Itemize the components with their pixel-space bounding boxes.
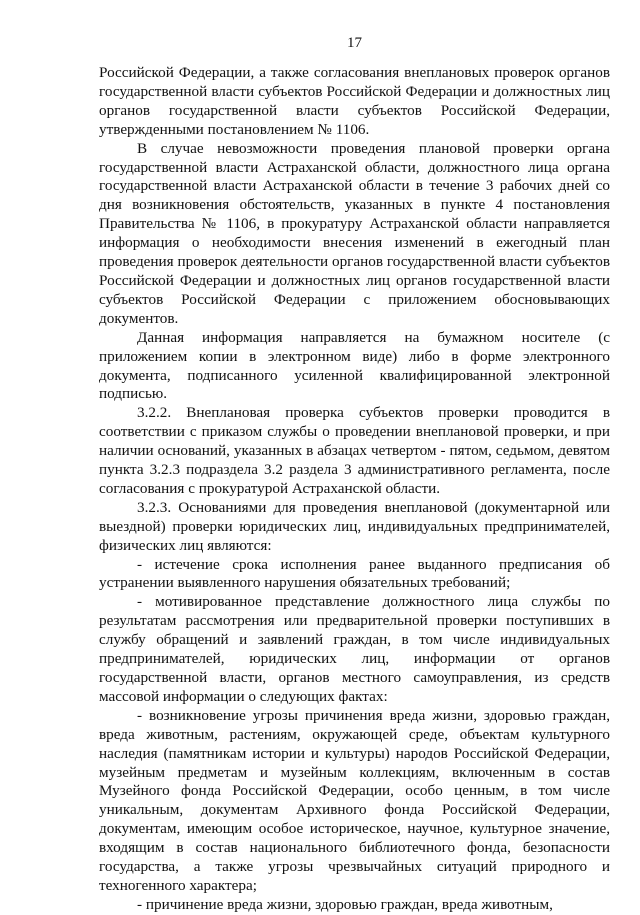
- list-item-harm: - причинение вреда жизни, здоровью граждан, вреда животным,: [137, 895, 553, 913]
- paragraph-3: Данная информация направляется на бумажном носителе (с приложением копии в электронном виде) либо в форме электронного документа, подписанного усиленной квалифицированной электронной подписью.: [99, 328, 610, 403]
- paragraph-2: В случае невозможности проведения плановой проверки органа государственной власти Астраханской области, должностного лица органа государственной власти Астраханской области в течение 3 рабочих дней со дня возникновения обстоятельств, указанных в пункте 4 постановления Правительства № 1106, в прокуратуру Астраханской области направляется информация о необходимости внесения изменений в ежегодный план проведения проверок деятельности органов государственной власти субъектов Российской Федерации и должностных лиц органов государственной власти субъектов Российской Федерации с приложением обосновывающих документов.: [99, 139, 610, 327]
- document-page: [99, 34, 610, 915]
- page-number: 17: [347, 35, 362, 51]
- list-item-motivated-submission: - мотивированное представление должностного лица службы по результатам рассмотрения или предварительной проверки поступивших в службу обращений и заявлений граждан, в том числе индивидуальных предпринимателей, юридических лиц, информации от органов государственной власти, органов местного самоуправления, из средств массовой информации о следующих фактах:: [99, 593, 610, 705]
- list-item-expiry: - истечение срока исполнения ранее выданного предписания об устранении выявленного нарушения обязательных требований;: [99, 555, 610, 592]
- list-item-threat: - возникновение угрозы причинения вреда жизни, здоровью граждан, вреда животным, растениям, окружающей среде, объектам культурного наследия (памятникам истории и культуры) народов Российской Федерации, музейным предметам и музейным коллекциям, включенным в состав Музейного фонда Российской Федерации, особо ценным, в том числе уникальным, документам Архивного фонда Российской Федерации, документам, имеющим особое историческое, научное, культурное значение, входящим в состав национального библиотечного фонда, безопасности государства, а также угрозы чрезвычайных ситуаций природного и техногенного характера;: [99, 706, 610, 894]
- paragraph-1: Российской Федерации, а также согласования внеплановых проверок органов государственной власти субъектов Российской Федерации и должностных лиц органов государственной власти субъектов Российской Федерации, утвержденными постановлением № 1106.: [99, 64, 610, 138]
- paragraph-5-clause-3-2-3: 3.2.3. Основаниями для проведения внеплановой (документарной или выездной) проверки юридических лиц, индивидуальных предпринимателей, физических лиц являются:: [99, 498, 610, 554]
- paragraph-4-clause-3-2-2: 3.2.2. Внеплановая проверка субъектов проверки проводится в соответствии с приказом службы о проведении внеплановой проверки, и при наличии оснований, указанных в абзацах четвертом - пятом, седьмом, девятом пункта 3.2.3 подраздела 3.2 раздела 3 административного регламента, после согласования с прокуратурой Астраханской области.: [99, 404, 610, 497]
